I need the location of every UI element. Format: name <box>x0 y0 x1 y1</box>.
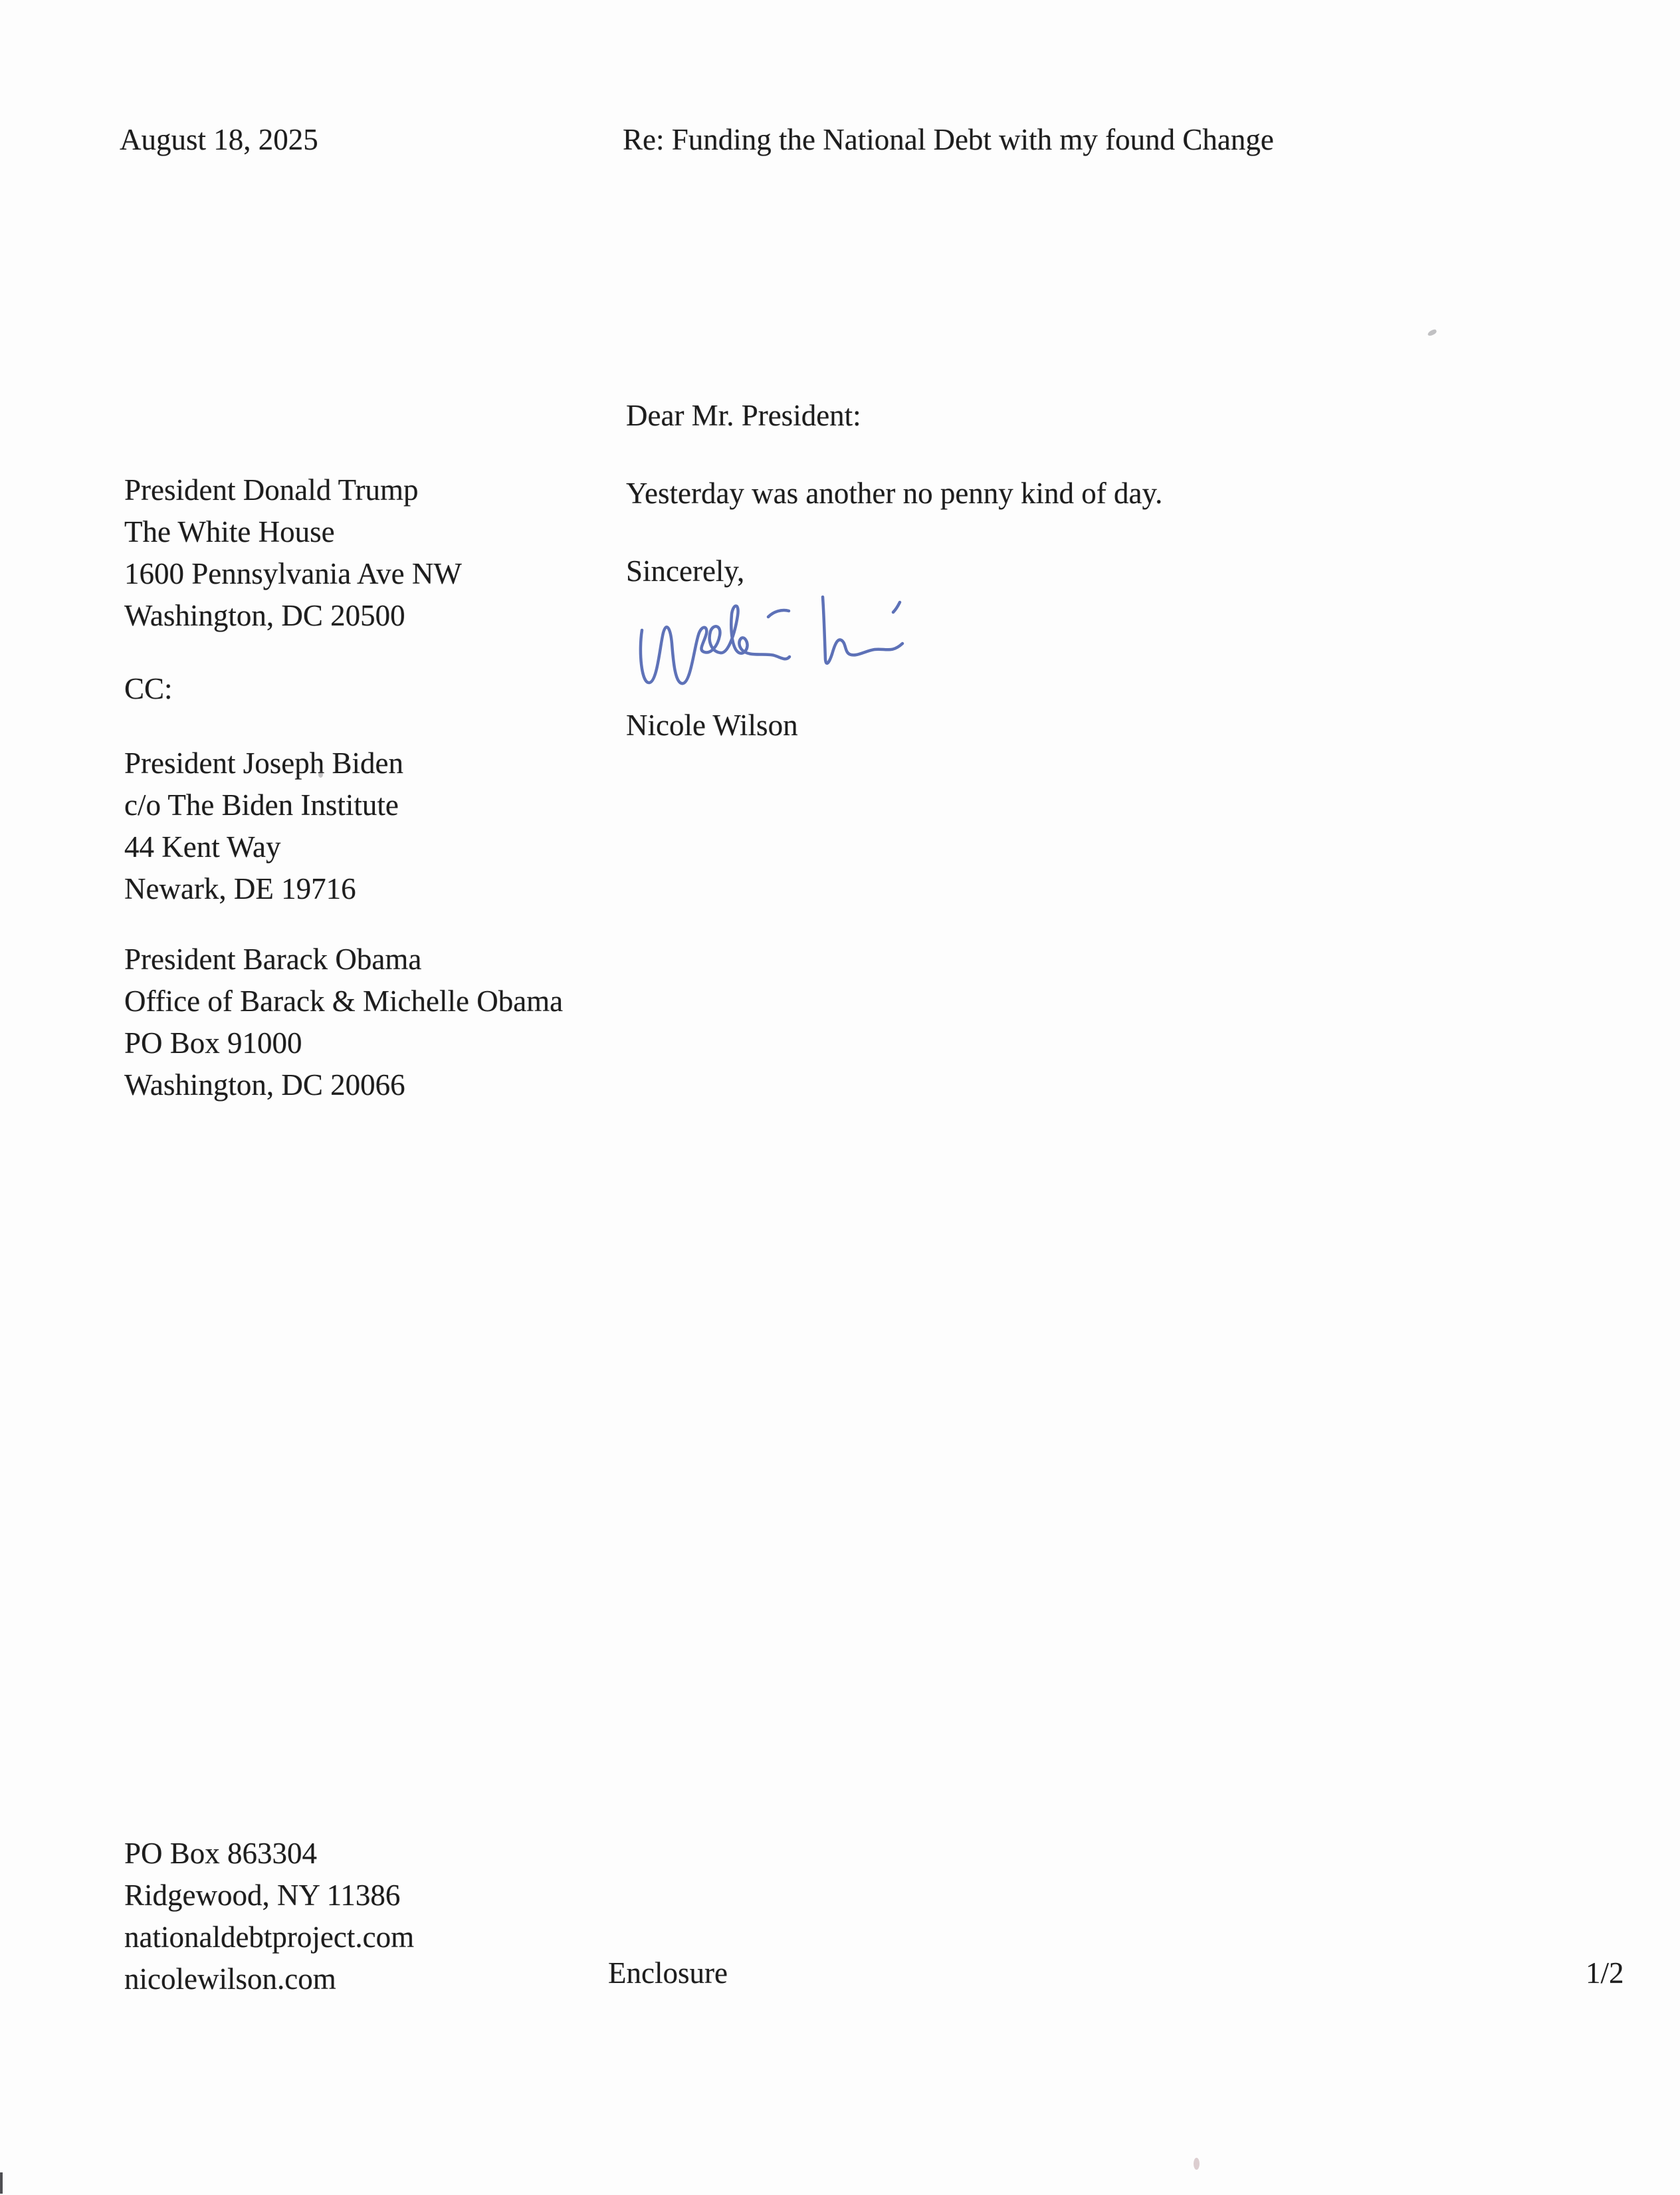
recipient-address-line: President Donald Trump <box>124 473 419 507</box>
letter-date: August 18, 2025 <box>120 123 318 156</box>
closing: Sincerely, <box>626 554 745 588</box>
scan-speck <box>318 771 323 778</box>
body-text: Yesterday was another no penny kind of day. <box>626 477 1163 510</box>
salutation: Dear Mr. President: <box>626 399 861 432</box>
scan-speck <box>1194 2158 1200 2170</box>
signature-ink <box>638 592 907 698</box>
sender-address-line: PO Box 863304 <box>124 1837 318 1870</box>
recipient-address-line: 1600 Pennsylvania Ave NW <box>124 557 462 590</box>
signature-stroke-accent <box>768 610 789 617</box>
signature-stroke-tick <box>893 602 900 612</box>
cc-address-line: 44 Kent Way <box>124 830 281 864</box>
sender-address-line: nationaldebtproject.com <box>124 1920 415 1954</box>
recipient-address-line: The White House <box>124 515 335 548</box>
cc-address-line: c/o The Biden Institute <box>124 788 399 822</box>
cc-address-line: Washington, DC 20066 <box>124 1068 405 1101</box>
scan-speck <box>1427 328 1437 336</box>
signature-name: Nicole Wilson <box>626 709 798 742</box>
subject-line: Re: Funding the National Debt with my found Change <box>623 123 1274 156</box>
enclosure-note: Enclosure <box>608 1956 728 1990</box>
sender-address-line: nicolewilson.com <box>124 1962 336 1996</box>
cc-label: CC: <box>124 672 173 705</box>
cc-address-obama <box>124 939 563 1106</box>
sender-address-line: Ridgewood, NY 11386 <box>124 1879 401 1912</box>
cc-address-line: Newark, DE 19716 <box>124 872 356 905</box>
cc-address-line: PO Box 91000 <box>124 1026 302 1060</box>
recipient-address-line: Washington, DC 20500 <box>124 599 405 632</box>
recipient-address <box>124 469 462 637</box>
cc-address-line: President Joseph Biden <box>124 747 403 780</box>
page-number: 1/2 <box>1586 1956 1624 1990</box>
signature-stroke-tall <box>823 597 902 663</box>
cc-address-line: President Barack Obama <box>124 943 422 976</box>
cc-address-biden <box>124 743 403 910</box>
cc-address-line: Office of Barack & Michelle Obama <box>124 984 564 1018</box>
scan-edge-mark <box>0 2172 3 2194</box>
sender-address <box>124 1833 414 2000</box>
